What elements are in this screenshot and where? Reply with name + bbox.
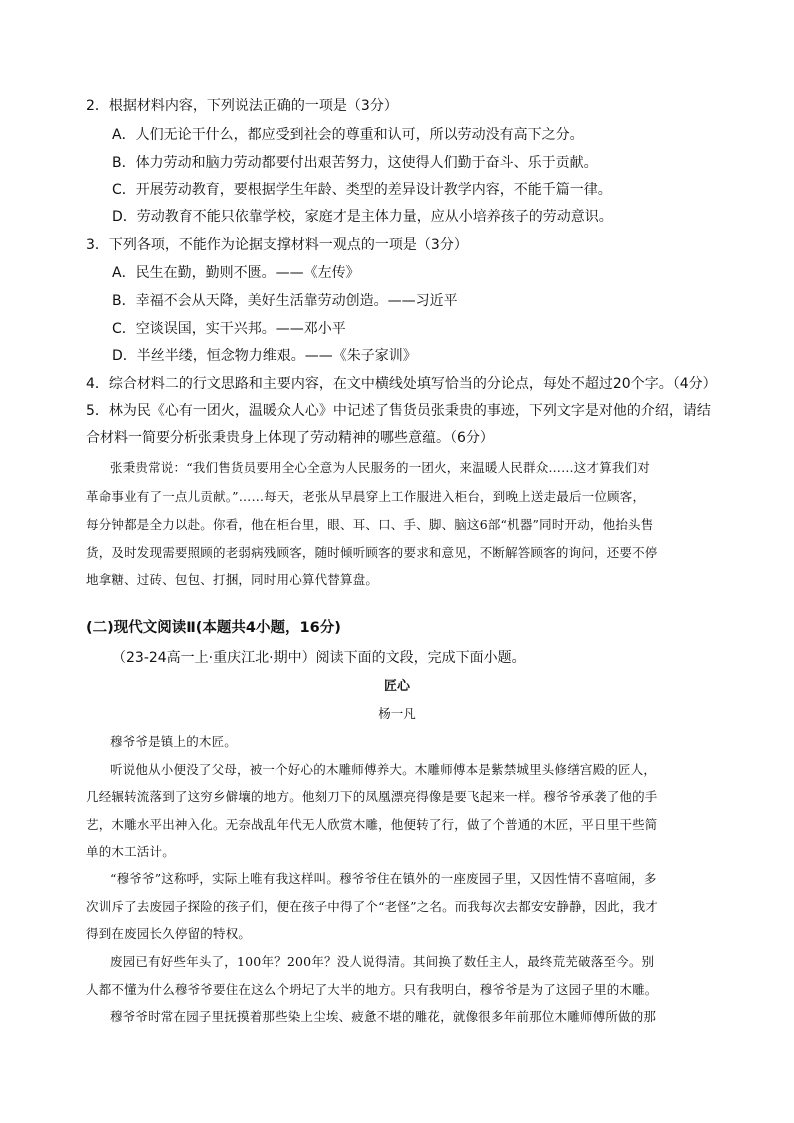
passage-source: （23-24高一上·重庆江北·期中）阅读下面的文段，完成下面小题。 — [112, 650, 526, 666]
passage-line: 艺，木雕水平出神入化。无奈战乱年代无人欣赏木雕，他便转了行，做了个普通的木匠，平日里干些简 — [86, 817, 658, 832]
question-3-option-d: D．半丝半缕，恒念物力维艰。——《朱子家训》 — [112, 348, 417, 364]
passage-title: 匠心 — [383, 679, 410, 694]
question-5-stem-line-1: 5．林为民《心有一团火，温暖众人心》中记述了售货员张秉贵的事迹，下列文字是对他的介绍，请结 — [86, 403, 711, 419]
passage-line: 几经辗转流落到了这穷乡僻壤的地方。他刻刀下的凤凰漂亮得像是要飞起来一样。穆爷爷承袭了他的手 — [86, 789, 658, 804]
passage-line: 废园已有好些年头了，100年？200年？没人说得清。其间换了数任主人，最终荒芜破落至今。别 — [110, 954, 655, 969]
passage-line: 人都不懂为什么穆爷爷要住在这么个坍圮了大半的地方。只有我明白，穆爷爷是为了这园子里的木雕。 — [86, 982, 658, 997]
quote-line: 张秉贵常说：“我们售货员要用全心全意为人民服务的一团火，来温暖人民群众……这才算我们对 — [110, 460, 650, 475]
passage-line: 听说他从小便没了父母，被一个好心的木雕师傅养大。木雕师傅本是紫禁城里头修缮宫殿的匠人， — [110, 762, 657, 777]
question-2-option-c: C．开展劳动教育，要根据学生年龄、类型的差异设计教学内容，不能千篇一律。 — [112, 182, 612, 198]
question-3-option-b: B．幸福不会从天降，美好生活靠劳动创造。——习近平 — [112, 293, 458, 309]
section-heading: (二)现代文阅读Ⅱ(本题共4小题，16分) — [86, 620, 341, 636]
passage-line: 单的木工活计。 — [86, 844, 175, 859]
passage-line: 得到在废园长久停留的特权。 — [86, 926, 252, 941]
question-2-option-a: A．人们无论干什么，都应受到社会的尊重和认可，所以劳动没有高下之分。 — [112, 127, 584, 143]
question-4-stem: 4．综合材料二的行文思路和主要内容，在文中横线处填写恰当的分论点，每处不超过20个字。（4分） — [86, 376, 717, 392]
passage-line: “穆爷爷”这称呼，实际上唯有我这样叫。穆爷爷住在镇外的一座废园子里，又因性情不喜喧闹，多 — [110, 871, 657, 886]
question-2-option-b: B．体力劳动和脑力劳动都要付出艰苦努力，这使得人们勤于奋斗、乐于贡献。 — [112, 155, 598, 171]
question-3-stem: 3．下列各项，不能作为论据支撑材料一观点的一项是（3分） — [86, 237, 468, 253]
question-3-option-c: C．空谈误国，实干兴邦。——邓小平 — [112, 321, 346, 337]
passage-line: 穆爷爷时常在园子里抚摸着那些染上尘埃、疲惫不堪的雕花，就像很多年前那位木雕师傅所做的那 — [110, 1009, 657, 1024]
quote-line: 地拿糖、过砖、包包、打捆，同时用心算代替算盘。 — [86, 572, 379, 587]
question-2-option-d: D．劳动教育不能只依靠学校，家庭才是主体力量，应从小培养孩子的劳动意识。 — [112, 209, 613, 225]
passage-author: 杨一凡 — [378, 706, 416, 721]
question-3-option-a: A．民生在勤，勤则不匮。——《左传》 — [112, 265, 360, 281]
quote-line: 货，及时发现需要照顾的老弱病残顾客，随时倾听顾客的要求和意见，不断解答顾客的询问，还要不停 — [86, 545, 658, 560]
passage-line: 穆爷爷是镇上的木匠。 — [110, 734, 238, 749]
passage-line: 次训斥了去废园子探险的孩子们，便在孩子中得了个“老怪”之名。而我每次去都安安静静，因此，我才 — [86, 899, 658, 914]
question-2-stem: 2．根据材料内容，下列说法正确的一项是（3分） — [86, 98, 398, 114]
quote-line: 革命事业有了一点儿贡献。”……每天，老张从早晨穿上工作服进入柜台，到晚上送走最后一位顾客， — [86, 489, 646, 504]
quote-line: 每分钟都是全力以赴。你看，他在柜台里，眼、耳、口、手、脚、脑这6部“机器”同时开动，他抬头售 — [86, 517, 654, 532]
question-5-stem-line-2: 合材料一简要分析张秉贵身上体现了劳动精神的哪些意蕴。（6分） — [86, 430, 494, 446]
